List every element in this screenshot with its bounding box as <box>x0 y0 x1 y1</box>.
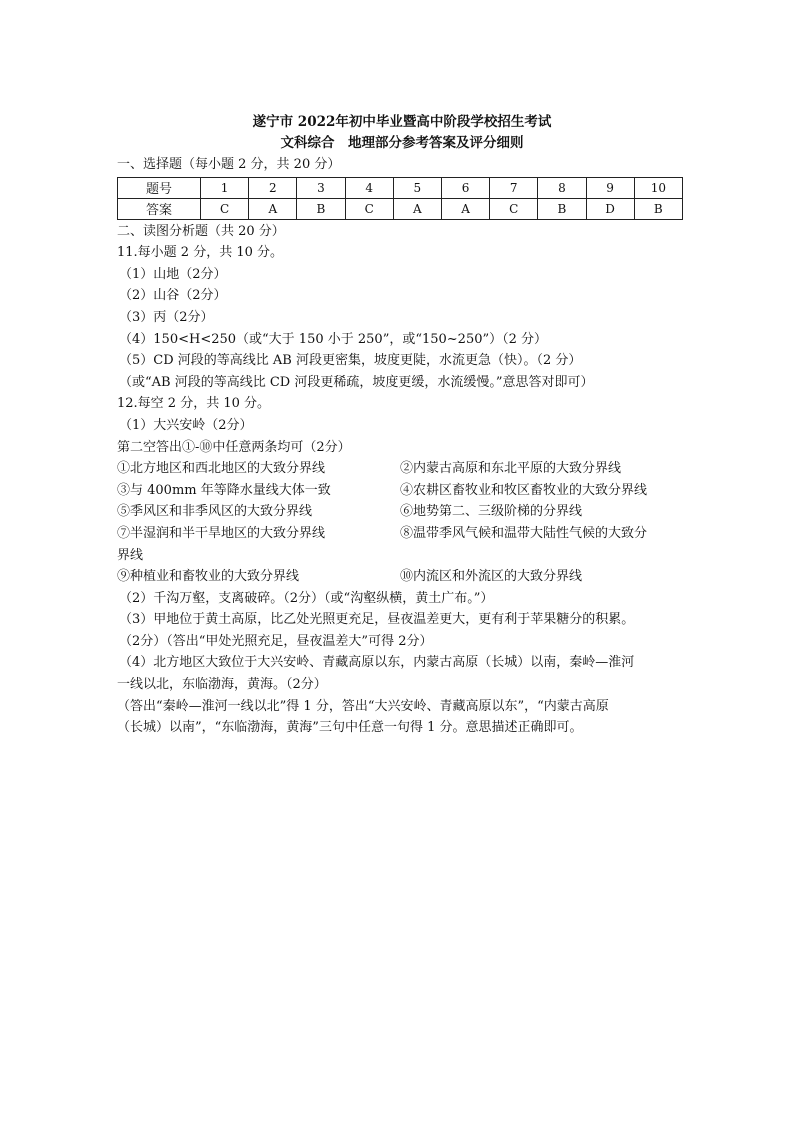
option-row <box>117 523 687 545</box>
q12-answer-3: （3）甲地位于黄土高原，比乙处光照更充足，昼夜温差更大，更有利于苹果糖分的积累。 <box>119 612 635 628</box>
option-item: ②内蒙古高原和东北平原的大致分界线 <box>400 461 622 477</box>
q12-answer-1: （1）大兴安岭（2分） <box>119 417 253 433</box>
option-item-continuation: 界线 <box>117 547 144 563</box>
q12-answer-4-note-line2: （长城）以南”，“东临渤海，黄海”三句中任意一句得 1 分。意思描述正确即可。 <box>117 720 583 736</box>
q11-answer-4: （4）150<H<250（或“大于 150 小于 250”，或“150~250”）（2 分） <box>119 331 548 347</box>
table-cell-answer: C <box>201 198 249 219</box>
q12-answer-4-note-line1: （答出“秦岭—淮河一线以北”得 1 分，答出“大兴安岭、青藏高原以东”，“内蒙古高原 <box>117 698 609 714</box>
table-cell-number: 10 <box>634 177 682 198</box>
q11-header: 11.每小题 2 分，共 10 分。 <box>117 245 284 261</box>
option-item: ⑤季风区和非季风区的大致分界线 <box>117 504 313 520</box>
section-heading-choice: 一、选择题（每小题 2 分，共 20 分） <box>117 157 341 172</box>
table-row-numbers <box>118 177 683 198</box>
q12-answer-4-line1: （4）北方地区大致位于大兴安岭、青藏高原以东，内蒙古高原（长城）以南，秦岭—淮河 <box>119 655 635 671</box>
option-item: ④农耕区畜牧业和牧区畜牧业的大致分界线 <box>400 482 648 498</box>
table-cell-number: 4 <box>345 177 393 198</box>
table-cell-number: 7 <box>490 177 538 198</box>
q12-answer-2: （2）千沟万壑，支离破碎。（2分）（或“沟壑纵横，黄土广布。”） <box>119 590 494 606</box>
option-item: ③与 400mm 年等降水量线大体一致 <box>117 482 331 498</box>
document-subtitle: 文科综合 地理部分参考答案及评分细则 <box>280 135 524 151</box>
document-title: 遂宁市 2022年初中毕业暨高中阶段学校招生考试 <box>252 114 552 130</box>
option-item: ⑦半湿润和半干旱地区的大致分界线 <box>117 525 326 541</box>
q12-answer-3-alt: （2分）（答出“甲处光照充足，昼夜温差大”可得 2分） <box>119 633 433 649</box>
table-cell-number: 5 <box>393 177 441 198</box>
option-row <box>117 480 687 502</box>
option-item: ⑨种植业和畜牧业的大致分界线 <box>117 569 300 585</box>
q11-answer-5: （5）CD 河段的等高线比 AB 河段更密集，坡度更陡，水流更急（快）。（2 分） <box>119 353 582 369</box>
option-item: ⑧温带季风气候和温带大陆性气候的大致分 <box>400 525 648 541</box>
option-item: ⑩内流区和外流区的大致分界线 <box>400 569 583 585</box>
table-cell-number: 2 <box>249 177 297 198</box>
q12-header: 12.每空 2 分，共 10 分。 <box>117 396 271 412</box>
option-row <box>117 458 687 480</box>
q11-answer-2: （2）山谷（2分） <box>119 288 227 304</box>
table-cell-answer: A <box>441 198 489 219</box>
q11-answer-1: （1）山地（2分） <box>119 266 227 282</box>
answer-table <box>117 177 683 220</box>
table-cell-answer: B <box>538 198 586 219</box>
q11-answer-5-alt: （或“AB 河段的等高线比 CD 河段更稀疏，坡度更缓，水流缓慢。”意思答对即可） <box>119 374 594 390</box>
table-cell-answer: B <box>297 198 345 219</box>
table-cell-number: 3 <box>297 177 345 198</box>
option-item: ⑥地势第二、三级阶梯的分界线 <box>400 504 583 520</box>
table-cell-number: 9 <box>586 177 634 198</box>
section-heading-analysis: 二、读图分析题（共 20 分） <box>117 223 285 239</box>
table-cell-answer: C <box>490 198 538 219</box>
q11-answer-3: （3）丙（2分） <box>119 309 214 325</box>
table-header-number: 题号 <box>118 177 201 198</box>
q12-answer-4-line2: 一线以北，东临渤海，黄海。（2分） <box>117 677 327 693</box>
table-cell-number: 6 <box>441 177 489 198</box>
option-row <box>117 501 687 523</box>
table-cell-number: 1 <box>201 177 249 198</box>
answer-key-page <box>117 112 687 739</box>
option-item: ①北方地区和西北地区的大致分界线 <box>117 461 326 477</box>
table-row-answers <box>118 198 683 219</box>
table-header-answer: 答案 <box>118 198 201 219</box>
table-cell-number: 8 <box>538 177 586 198</box>
table-cell-answer: D <box>586 198 634 219</box>
q12-second-blank-note: 第二空答出①-⑩中任意两条均可（2分） <box>117 439 351 455</box>
option-row <box>117 566 687 588</box>
table-cell-answer: A <box>393 198 441 219</box>
table-cell-answer: B <box>634 198 682 219</box>
table-cell-answer: C <box>345 198 393 219</box>
table-cell-answer: A <box>249 198 297 219</box>
